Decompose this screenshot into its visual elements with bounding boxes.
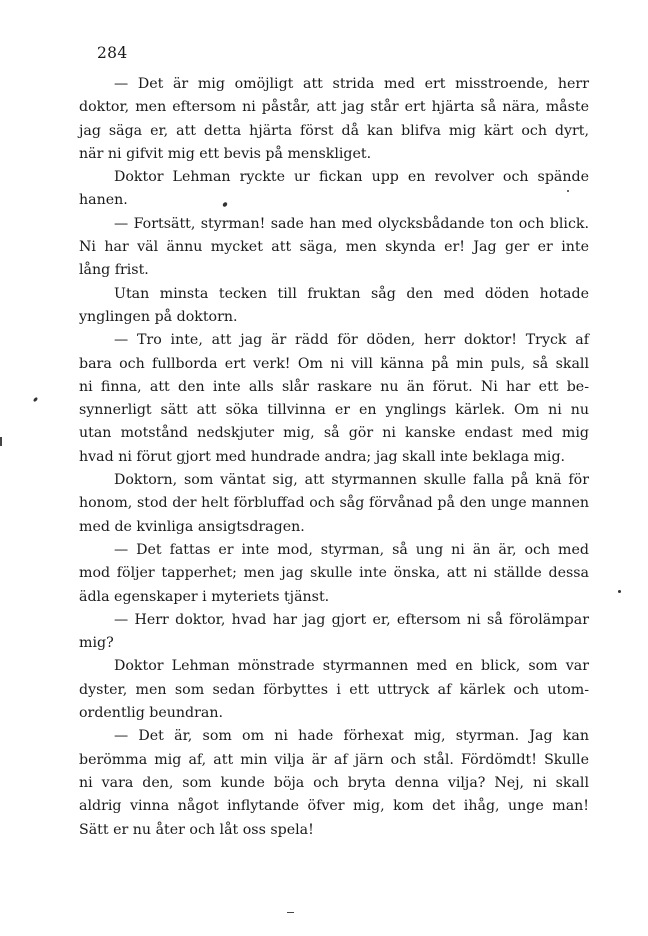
text-line: doktor, men eftersom ni påstår, att jag står ert hjärta så nära, måste: [79, 99, 589, 116]
text-line: Ni har väl ännu mycket att säga, men skynda er! Jag ger er inte: [79, 239, 589, 256]
text-line: ni finna, att den inte alls slår raskare nu än förut. Ni har ett be-: [79, 378, 589, 395]
text-line: utan motstånd nedskjuter mig, så gör ni kanske endast med mig: [79, 425, 589, 442]
page-number: 284: [97, 44, 128, 62]
text-line: dyster, men som sedan förbyttes i ett uttryck af kärlek och utom-: [79, 681, 589, 698]
text-line: ni vara den, som kunde böja och bryta denna vilja? Nej, ni skall: [79, 774, 589, 791]
scan-speck: [567, 190, 569, 192]
scan-edge-mark: [287, 912, 294, 913]
text-line: Doktorn, som väntat sig, att styrmannen skulle falla på knä för: [114, 472, 589, 489]
text-line: Utan minsta tecken till fruktan såg den med döden hotade: [114, 285, 589, 302]
text-line: — Fortsätt, styrman! sade han med olycksbådande ton och blick.: [114, 215, 589, 232]
text-line: hanen.: [79, 192, 128, 209]
text-line: berömma mig af, att min vilja är af järn och stål. Fördömdt! Skulle: [79, 751, 589, 768]
text-line: jag säga er, att detta hjärta först då kan blifva mig kärt och dyrt,: [79, 122, 589, 139]
text-line: Doktor Lehman ryckte ur fickan upp en revolver och spände: [114, 169, 589, 186]
scan-edge-mark: [0, 437, 2, 446]
text-line: Sätt er nu åter och låt oss spela!: [79, 821, 314, 838]
text-line: lång frist.: [79, 262, 149, 279]
text-line: — Tro inte, att jag är rädd för döden, herr doktor! Tryck af: [114, 332, 589, 349]
text-line: hvad ni förut gjort med hundrade andra; jag skall inte beklaga mig.: [79, 448, 566, 465]
text-line: — Herr doktor, hvad har jag gjort er, eftersom ni så förolämpar: [114, 611, 589, 628]
scan-speck: [33, 397, 39, 403]
text-line: synnerligt sätt att söka tillvinna er en ynglings kärlek. Om ni nu: [79, 402, 589, 419]
text-line: — Det är, som om ni hade förhexat mig, styrman. Jag kan: [114, 728, 589, 745]
text-line: mod följer tapperhet; men jag skulle inte önska, att ni ställde dessa: [79, 565, 589, 582]
text-line: när ni gifvit mig ett bevis på menskliget.: [79, 145, 372, 162]
text-line: — Det är mig omöjligt att strida med ert misstroende, herr: [114, 76, 589, 92]
text-line: ynglingen på doktorn.: [79, 308, 238, 325]
text-line: mig?: [79, 635, 114, 652]
scan-speck: [618, 590, 621, 593]
text-line: ordentlig beundran.: [79, 705, 224, 722]
text-line: ädla egenskaper i myteriets tjänst.: [79, 588, 330, 605]
text-line: aldrig vinna något inflytande öfver mig, kom det ihåg, unge man!: [79, 798, 589, 815]
text-line: bara och fullborda ert verk! Om ni vill känna på min puls, så skall: [79, 355, 589, 372]
text-line: — Det fattas er inte mod, styrman, så ung ni än är, och med: [114, 541, 589, 558]
text-line: med de kvinliga ansigtsdragen.: [79, 518, 305, 535]
text-line: honom, stod der helt förbluffad och såg förvånad på den unge mannen: [79, 495, 589, 512]
text-line: Doktor Lehman mönstrade styrmannen med en blick, som var: [114, 658, 589, 675]
body-text: [79, 73, 589, 842]
